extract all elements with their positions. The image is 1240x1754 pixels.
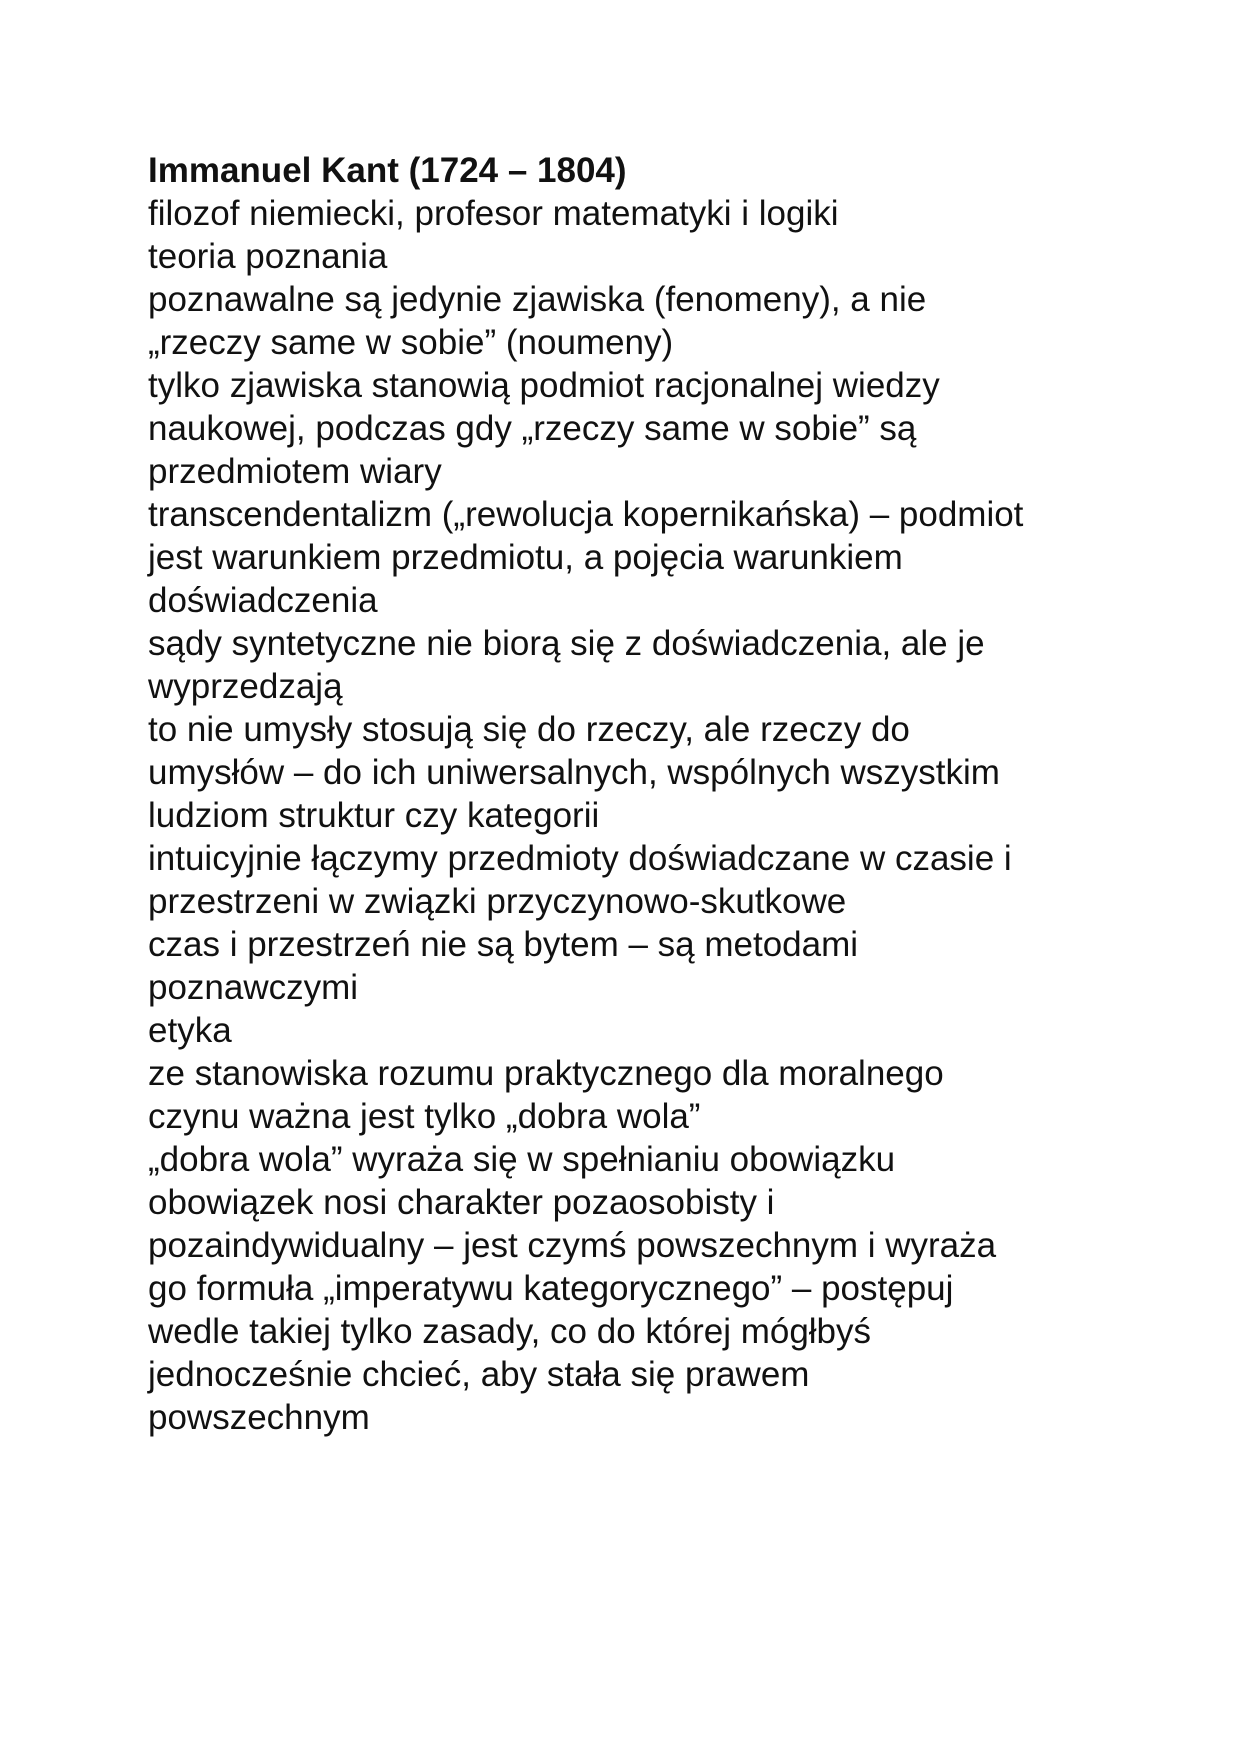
document-body: [148, 149, 1108, 1439]
text-line: poznawczymi: [148, 968, 359, 1007]
text-line: przestrzeni w związki przyczynowo-skutkowe: [148, 882, 847, 921]
text-line: filozof niemiecki, profesor matematyki i logiki: [148, 194, 839, 233]
text-line: etyka: [148, 1011, 232, 1050]
text-line: doświadczenia: [148, 581, 378, 620]
text-line: jest warunkiem przedmiotu, a pojęcia warunkiem: [148, 538, 903, 577]
text-line: jednocześnie chcieć, aby stała się prawem: [148, 1355, 810, 1394]
text-line: sądy syntetyczne nie biorą się z doświadczenia, ale je: [148, 624, 985, 663]
text-line: poznawalne są jedynie zjawiska (fenomeny), a nie: [148, 280, 927, 319]
text-line: transcendentalizm („rewolucja kopernikańska) – podmiot: [148, 495, 1024, 534]
document-title: Immanuel Kant (1724 – 1804): [148, 151, 627, 190]
text-line: teoria poznania: [148, 237, 388, 276]
text-line: „rzeczy same w sobie” (noumeny): [148, 323, 674, 362]
text-line: pozaindywidualny – jest czymś powszechnym i wyraża: [148, 1226, 997, 1265]
text-line: wyprzedzają: [148, 667, 343, 706]
text-line: „dobra wola” wyraża się w spełnianiu obowiązku: [148, 1140, 896, 1179]
text-line: to nie umysły stosują się do rzeczy, ale rzeczy do: [148, 710, 910, 749]
text-line: tylko zjawiska stanowią podmiot racjonalnej wiedzy: [148, 366, 940, 405]
text-line: ze stanowiska rozumu praktycznego dla moralnego: [148, 1054, 944, 1093]
text-line: czynu ważna jest tylko „dobra wola”: [148, 1097, 701, 1136]
text-line: naukowej, podczas gdy „rzeczy same w sobie” są: [148, 409, 917, 448]
text-line: wedle takiej tylko zasady, co do której mógłbyś: [148, 1312, 872, 1351]
text-line: obowiązek nosi charakter pozaosobisty i: [148, 1183, 775, 1222]
text-line: umysłów – do ich uniwersalnych, wspólnych wszystkim: [148, 753, 1000, 792]
text-line: go formuła „imperatywu kategorycznego” – postępuj: [148, 1269, 954, 1308]
text-line: czas i przestrzeń nie są bytem – są metodami: [148, 925, 859, 964]
text-line: intuicyjnie łączymy przedmioty doświadczane w czasie i: [148, 839, 1012, 878]
text-line: ludziom struktur czy kategorii: [148, 796, 600, 835]
text-line: powszechnym: [148, 1398, 370, 1437]
text-line: przedmiotem wiary: [148, 452, 442, 491]
